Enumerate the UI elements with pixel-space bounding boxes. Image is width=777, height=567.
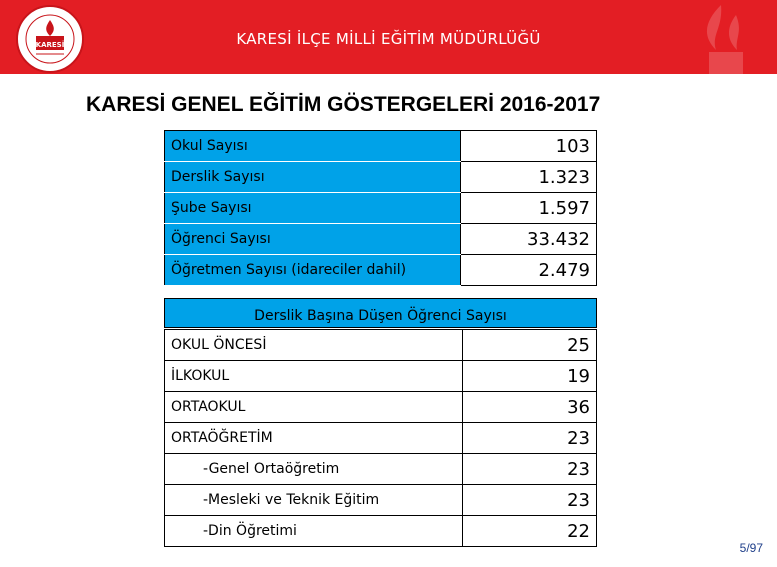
- table-row: [165, 516, 597, 547]
- table-row: [165, 485, 597, 516]
- row-value: 19: [463, 361, 597, 392]
- table-row: [165, 131, 597, 162]
- torch-icon: [661, 0, 771, 74]
- table-row: [165, 361, 597, 392]
- row-label: -Mesleki ve Teknik Eğitim: [165, 485, 463, 516]
- row-value: 103: [461, 131, 597, 162]
- row-value: 23: [463, 423, 597, 454]
- row-label: -Din Öğretimi: [165, 516, 463, 547]
- row-label: OKUL ÖNCESİ: [165, 330, 463, 361]
- ratio-table-header: [164, 298, 597, 328]
- row-value: 1.323: [461, 162, 597, 193]
- header-bar: [0, 0, 777, 74]
- row-value: 33.432: [461, 224, 597, 255]
- row-label: İLKOKUL: [165, 361, 463, 392]
- row-label: Okul Sayısı: [165, 131, 461, 162]
- row-label: Şube Sayısı: [165, 193, 461, 224]
- row-label: ORTAÖĞRETİM: [165, 423, 463, 454]
- table-row: [165, 423, 597, 454]
- row-value: 22: [463, 516, 597, 547]
- ratio-table-title: Derslik Başına Düşen Öğrenci Sayısı: [254, 308, 507, 324]
- table-row: [165, 454, 597, 485]
- row-label: ORTAOKUL: [165, 392, 463, 423]
- row-label: -Genel Ortaöğretim: [165, 454, 463, 485]
- row-label: Derslik Sayısı: [165, 162, 461, 193]
- summary-table: [164, 130, 597, 286]
- row-value: 1.597: [461, 193, 597, 224]
- table-row: [165, 193, 597, 224]
- row-label: Öğretmen Sayısı (idareciler dahil): [165, 255, 461, 286]
- page-title: KARESİ GENEL EĞİTİM GÖSTERGELERİ 2016-2017: [86, 93, 601, 116]
- table-row: [165, 255, 597, 286]
- row-label: Öğrenci Sayısı: [165, 224, 461, 255]
- row-value: 36: [463, 392, 597, 423]
- row-value: 2.479: [461, 255, 597, 286]
- table-row: [165, 330, 597, 361]
- row-value: 23: [463, 454, 597, 485]
- header-title: KARESİ İLÇE MİLLİ EĞİTİM MÜDÜRLÜĞÜ: [236, 30, 541, 48]
- page-number: 5/97: [739, 541, 763, 555]
- row-value: 23: [463, 485, 597, 516]
- ratio-table: [164, 329, 597, 547]
- row-value: 25: [463, 330, 597, 361]
- table-row: [165, 392, 597, 423]
- table-row: [165, 162, 597, 193]
- table-row: [165, 224, 597, 255]
- svg-text:KARESİ: KARESİ: [35, 41, 65, 49]
